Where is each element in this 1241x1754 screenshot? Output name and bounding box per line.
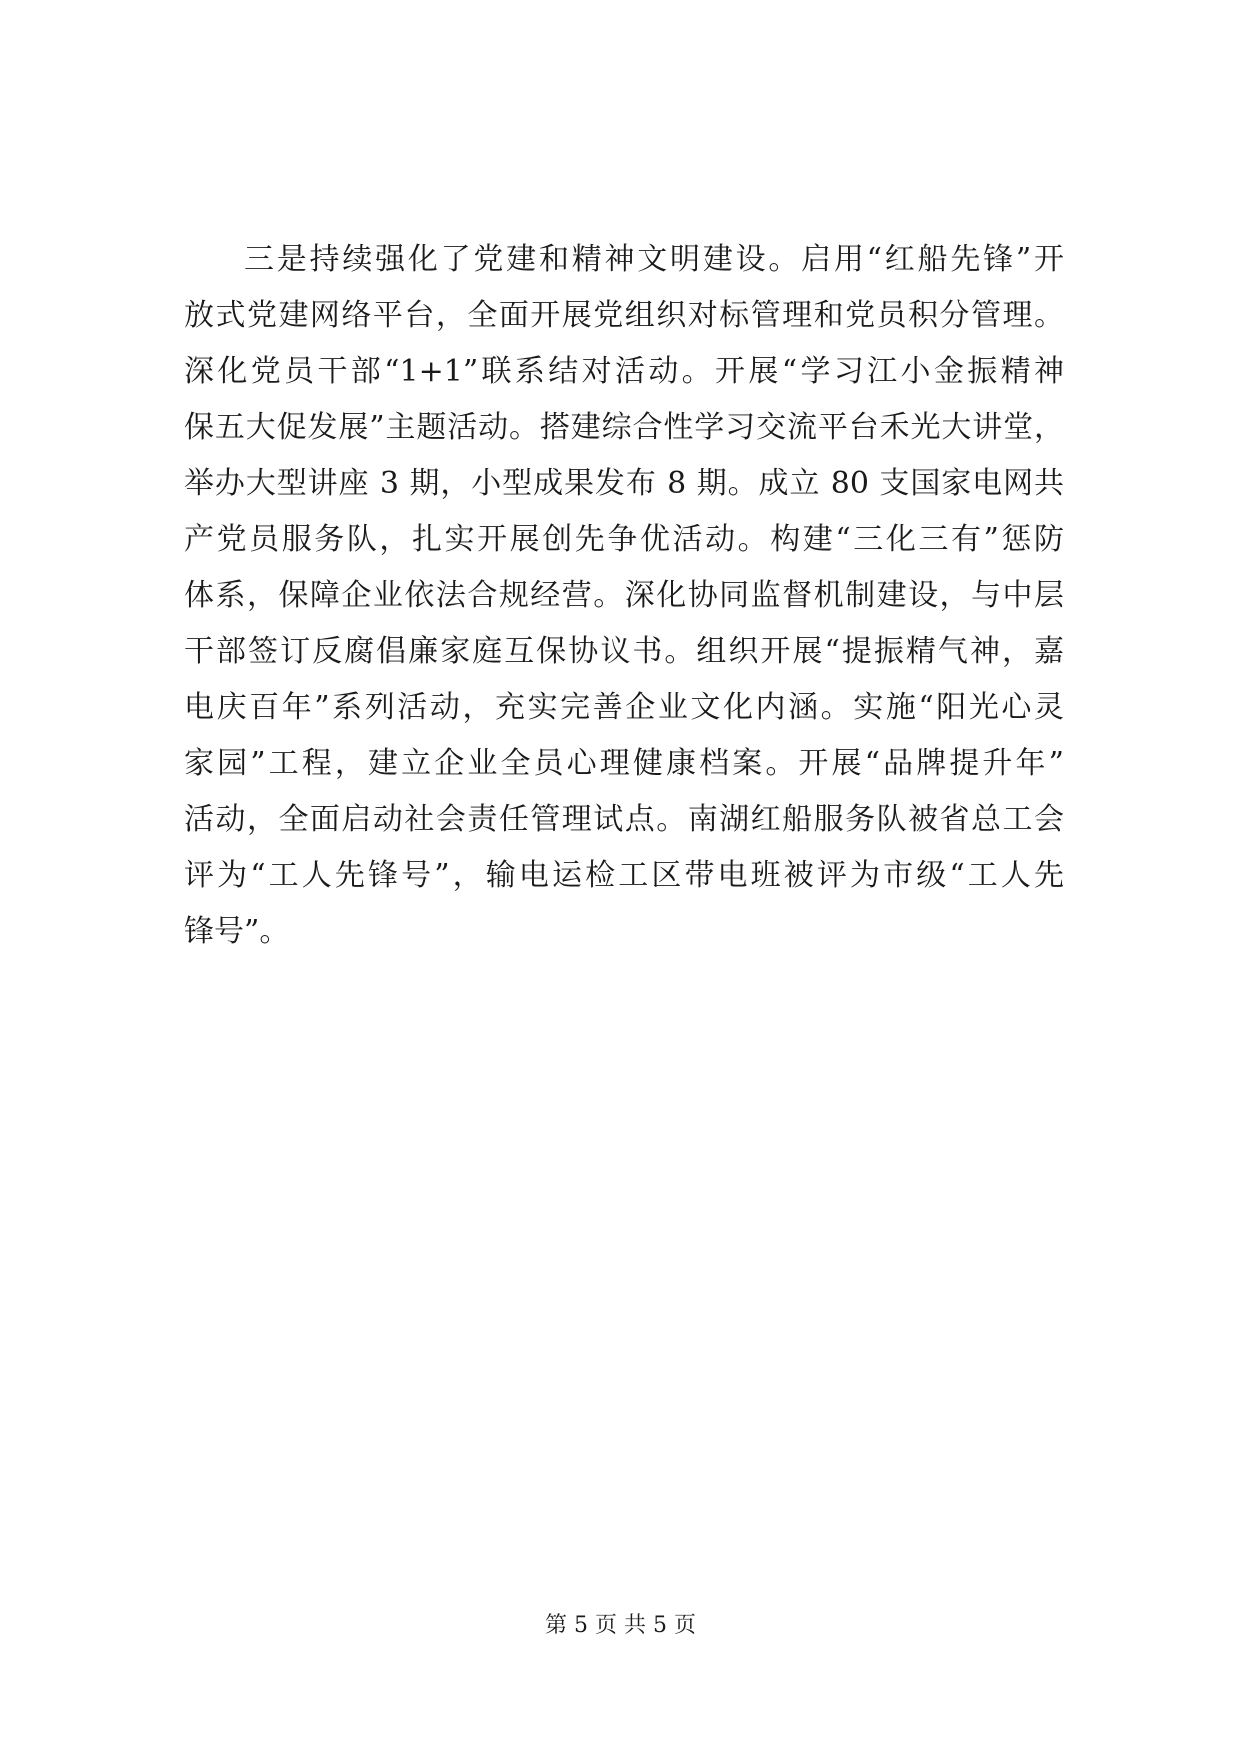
paragraph-line: 三是持续强化了党建和精神文明建设。启用“红船先锋”开 [244, 242, 1064, 277]
paragraph-line: 评为“工人先锋号”，输电运检工区带电班被评为市级“工人先 [184, 858, 1064, 893]
paragraph-line: 干部签订反腐倡廉家庭互保协议书。组织开展“提振精气神，嘉 [184, 634, 1064, 669]
paragraph-line: 产党员服务队，扎实开展创先争优活动。构建“三化三有”惩防 [184, 522, 1064, 557]
paragraph-line: 举办大型讲座 3 期，小型成果发布 8 期。成立 80 支国家电网共 [184, 466, 1064, 501]
paragraph-line: 保五大促发展”主题活动。搭建综合性学习交流平台禾光大讲堂， [184, 410, 1064, 445]
paragraph-line: 活动，全面启动社会责任管理试点。南湖红船服务队被省总工会 [184, 802, 1064, 837]
paragraph-line: 家园”工程，建立企业全员心理健康档案。开展“品牌提升年” [184, 746, 1064, 781]
paragraph-line: 深化党员干部“1+1”联系结对活动。开展“学习江小金振精神 [184, 354, 1064, 389]
paragraph-line: 放式党建网络平台，全面开展党组织对标管理和党员积分管理。 [184, 298, 1064, 333]
body-paragraph [184, 232, 1064, 960]
page-number-footer: 第 5 页 共 5 页 [545, 1613, 696, 1638]
paragraph-line: 锋号”。 [184, 914, 290, 949]
paragraph-line: 体系，保障企业依法合规经营。深化协同监督机制建设，与中层 [184, 578, 1064, 613]
paragraph-line: 电庆百年”系列活动，充实完善企业文化内涵。实施“阳光心灵 [184, 690, 1064, 725]
